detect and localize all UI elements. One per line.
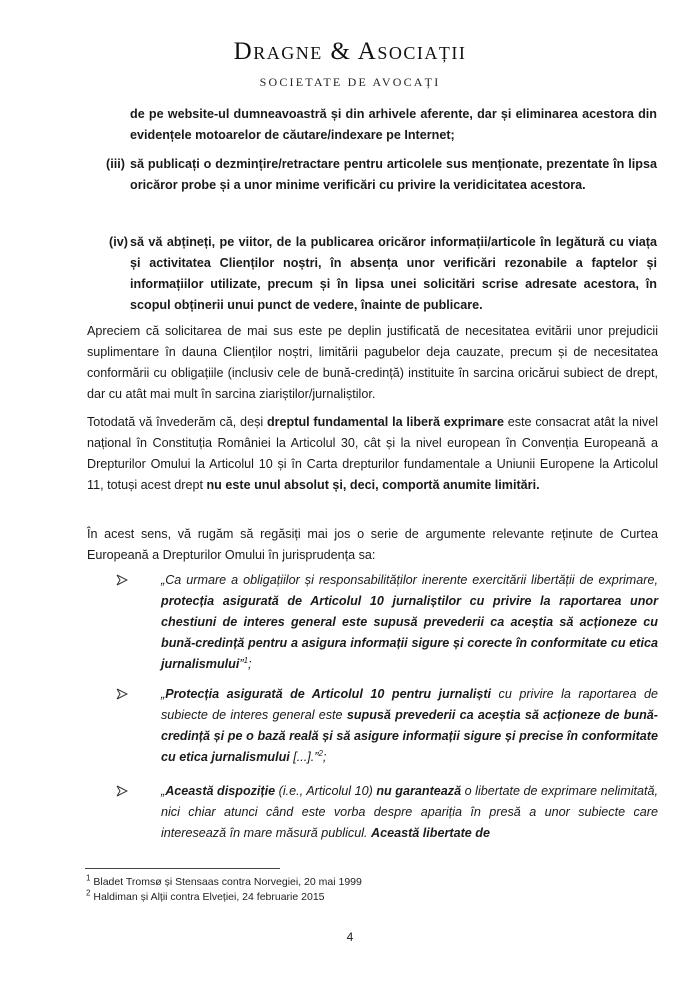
footnote-text: Haldiman și Alții contra Elveției, 24 februarie 2015 xyxy=(93,891,325,903)
quote-text: „ xyxy=(161,784,166,798)
quote-text: ; xyxy=(322,750,327,764)
arrowhead-bullet-icon xyxy=(116,688,128,703)
quote-2 xyxy=(161,684,658,768)
footnote-number: 1 xyxy=(86,873,91,883)
quote-3 xyxy=(161,781,658,844)
continuation-paragraph: de pe website-ul dumneavoastră și din arhivele aferente, dar și eliminarea acestora din evidențele motoarelor de căutare/indexare pe Internet; xyxy=(130,107,657,142)
quote-emphasis: nu garantează xyxy=(376,784,462,798)
paragraph-justification: Apreciem că solicitarea de mai sus este pe deplin justificată de necesitatea evitării unor prejudicii suplimentare în dauna Clienților noștri, limitării pagubelor deja cauzate, precum și de necesitatea conformării cu obligațiile (inclusiv cele de bună-credință) instituite în sarcina oricărui subiect de drept, dar cu atât mai mult în sarcina ziariștilor/jurnaliștilor. xyxy=(87,324,658,401)
quote-text: ; xyxy=(248,657,252,671)
quote-1 xyxy=(161,570,658,675)
footnote-number: 2 xyxy=(86,888,91,898)
quote-text: „ xyxy=(161,687,166,701)
footnote-2 xyxy=(86,890,325,904)
paragraph-freedom-of-expression xyxy=(87,412,658,496)
text-run: Totodată vă învederăm că, deși xyxy=(87,415,267,429)
quote-text: cu privire la raportarea de subiecte de interes general este xyxy=(161,687,659,722)
firm-name xyxy=(0,38,700,66)
quote-text: o libertate de exprimare nelimitată, nici chiar atunci când este vorba despre apariția în presă a unor subiecte care interesează în mare măsură publicul. xyxy=(161,784,659,840)
firm-subtitle: SOCIETATE DE AVOCAȚI xyxy=(259,75,441,89)
footnote-1 xyxy=(86,875,362,889)
firm-name-text: Dragne & Asociații xyxy=(233,38,467,65)
request-number-iii: (iii) xyxy=(106,157,125,171)
emphasis-run: dreptul fundamental la liberă exprimare xyxy=(266,415,504,429)
quote-emphasis: Protecția asigurată de Articolul 10 pentru jurnaliști xyxy=(165,687,492,701)
quote-text: (i.e., Articolul 10) xyxy=(275,784,377,798)
text-run: este consacrat atât la nivel național în Constituția României la Articolul 30, cât și la nivel european în Convenția Europeană a Drepturilor Omului la Articolul 10 și în Carta drepturilor fundamentale a Uniunii Europene la Articolul 11, totuși acest drept xyxy=(87,415,658,492)
footnote-divider xyxy=(85,868,280,869)
emphasis-run: nu este unul absolut și, deci, comportă anumite limitări. xyxy=(206,478,540,492)
request-iii-text: să publicați o dezmințire/retractare pentru articolele sus menționate, prezentate în lipsa oricăror probe și a unor minime verificări cu privire la veridicitatea acestora. xyxy=(130,157,657,192)
quote-text: „Ca urmare a obligațiilor și responsabilităților inerente exercitării libertății de exprimare, xyxy=(161,573,658,587)
arrowhead-bullet-icon xyxy=(116,574,128,589)
quote-emphasis: Această libertate de xyxy=(371,826,490,840)
footnote-ref-1: 1 xyxy=(243,655,249,665)
quote-emphasis: protecția asigurată de Articolul 10 jurnaliștilor cu privire la raportarea unor chestiuni de interes general este supusă prevederii ca aceștia să acționeze cu bună-credință pentru a asigura informații sigure și corecte în conformitate cu etica jurnalismului xyxy=(161,594,658,671)
quote-emphasis: supusă prevederii ca aceștia să acționeze de bună-credință și pe o bază reală și să asigure informații sigure și precise în conformitate cu etica jurnalismului xyxy=(161,708,658,764)
request-number-iv: (iv) xyxy=(109,235,128,249)
request-iv-text: să vă abțineți, pe viitor, de la publicarea oricăror informații/articole în legătură cu viața și activitatea Clienților noștri, în absența unor verificări rezonabile a faptelor și informațiilor utilizate, precum și în lipsa unei solicitări scrise adresate acestora, în scopul obținerii unui punct de vedere, înainte de publicare. xyxy=(130,235,657,312)
footnote-ref-2: 2 xyxy=(318,748,323,758)
arrowhead-bullet-icon xyxy=(116,785,128,800)
quote-text: ” xyxy=(239,657,244,671)
footnote-text: Bladet Tromsø și Stensaas contra Norvegiei, 20 mai 1999 xyxy=(93,876,362,888)
quote-emphasis: Această dispoziție xyxy=(165,784,276,798)
page-number: 4 xyxy=(346,930,354,944)
quote-text: [...].” xyxy=(289,750,319,764)
paragraph-arguments-intro: În acest sens, vă rugăm să regăsiți mai jos o serie de argumente relevante reținute de Curtea Europeană a Drepturilor Omului în jurisprudența sa: xyxy=(87,527,658,562)
